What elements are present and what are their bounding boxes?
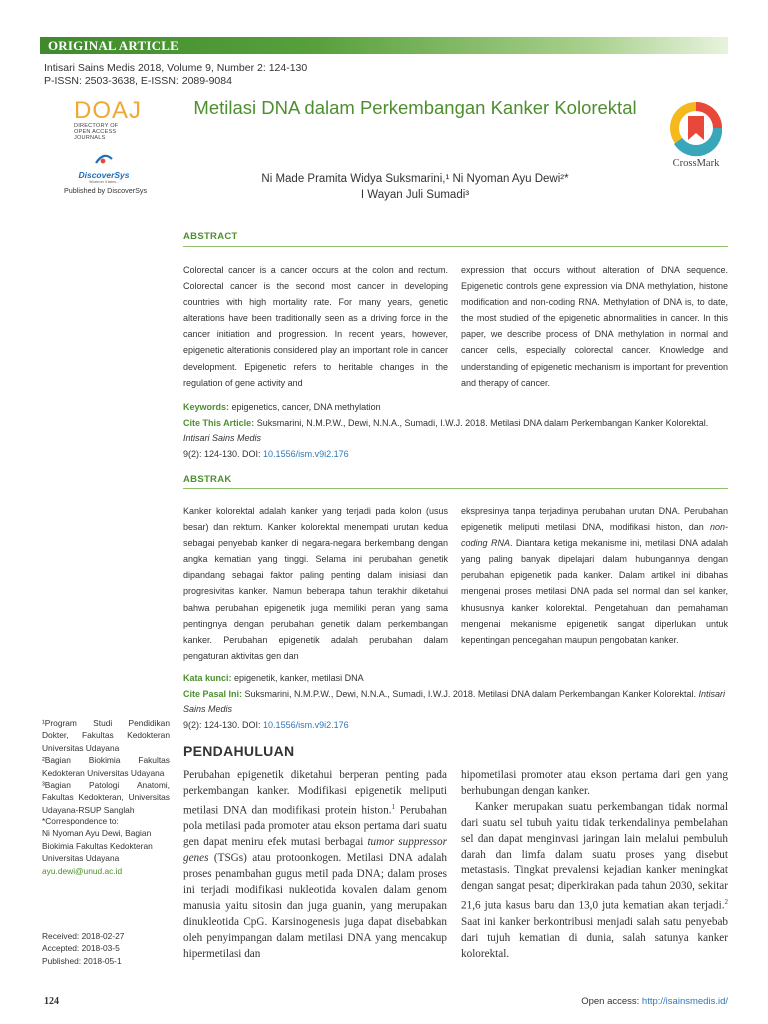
abstract-cite xyxy=(183,416,728,447)
doaj-subtitle-3: JOURNALS xyxy=(74,135,106,142)
journal-info xyxy=(44,62,307,87)
cite-doi-link[interactable]: 10.1556/ism.v9i2.176 xyxy=(263,448,349,459)
cite-label: Cite This Article: xyxy=(183,417,255,428)
abstrak-cite xyxy=(183,687,728,718)
journal-issn-line: P-ISSN: 2503-3638, E-ISSN: 2089-9084 xyxy=(44,74,232,87)
open-access-footer xyxy=(581,996,728,1007)
open-access-link[interactable]: http://isainsmedis.id/ xyxy=(641,996,728,1007)
abstract-column-left: Colorectal cancer is a cancer occurs at the colon and rectum. Colorectal cancer is the second most cancer in developing countries with high mortality rate. For many years, genetic alterations have been traditionally seen as a driving force in the cancer initiation and progression. In recent years, however, epigenetic alterationis considered play an important role in cancer development. Epigenetic refers to heritable changes in the regulation of gene activity and xyxy=(183,265,448,388)
discoversys-wordmark: DiscoverSys xyxy=(78,170,130,180)
abstrak-column-right xyxy=(461,503,728,648)
body-p2-text-a: Kanker merupakan suatu perkembangan tidak normal dari suatu sel tubuh yaitu tidak terkendalinya pembelahan sel dan dapat menginvasi jaringan lain melalui pembuluh darah dan limfa dalam suatu proses yang disebut metastasis. Tingkat prevalensi kejadian kanker meningkat dengan sangat pesat; diperkirakan pada tahun 2030, sekitar 21,6 juta kasus baru dan 13,0 juta kematian akan terjadi. xyxy=(461,800,728,912)
abstrak-rule xyxy=(183,488,728,489)
cite-pasal-text: Suksmarini, N.M.P.W., Dewi, N.N.A., Sumadi, I.W.J. 2018. Metilasi DNA dalam Perkembangan Kanker Kolorektal. xyxy=(242,688,697,699)
discoversys-mark-icon xyxy=(94,153,114,165)
body-column-left xyxy=(183,768,447,963)
cite-pasal-doi-link[interactable]: 10.1556/ism.v9i2.176 xyxy=(263,719,349,730)
abstract-meta xyxy=(183,400,728,462)
citation-ref-2: 2 xyxy=(724,898,728,907)
abstrak-column-left: Kanker kolorektal adalah kanker yang terjadi pada kolon (usus besar) dan rektum. Kanker kolorektal menempati urutan kedua sebagai penyebab kanker di negara-negara berkembang dengan angka kematian yang tinggi. Selama ini perubahan genetik dipandang sebagai faktor paling penting dalam inisiasi dan progresivitas kanker. Namun beberapa tahun terakhir diketahui bahwa perubahan epigenetik juga memiliki peran yang sama pentingnya dengan perubahan genetik dalam perkembangan kanker. Perubahan epigenetik adalah perubahan dalam pengaturan aktivitas gen dan xyxy=(183,506,448,661)
abstrak-right-italic: non-coding RNA xyxy=(461,522,728,549)
page-number: 124 xyxy=(44,996,59,1007)
keywords-label: Keywords: xyxy=(183,402,230,412)
published-date: Published: 2018-05-1 xyxy=(42,955,122,966)
published-by: Published by DiscoverSys xyxy=(64,186,148,195)
body-p2-text-b: Saat ini kanker berkontribusi menjadi salah satu penyebab dari tujuh kematian di dunia, salah satunya kanker kolorektal. xyxy=(461,915,728,960)
abstrak-cite-doi-line xyxy=(183,718,728,734)
affiliation-2: ²Bagian Biokimia Fakultas Kedokteran Universitas Udayana xyxy=(42,755,170,778)
cite-journal: Intisari Sains Medis xyxy=(183,433,262,443)
correspondence-line-2: Biokimia Fakultas Kedokteran xyxy=(42,840,153,851)
affiliations xyxy=(42,717,170,816)
authors-line-2: I Wayan Juli Sumadi³ xyxy=(360,189,470,201)
authors-line-1: Ni Made Pramita Widya Suksmarini,¹ Ni Nyoman Ayu Dewi²* xyxy=(261,173,569,185)
body-paragraph-1-continued: hipometilasi promoter atau ekson pertama dari gen yang berhubungan dengan kanker. xyxy=(461,769,728,797)
correspondence-label: *Correspondence to: xyxy=(42,816,119,826)
abstract-cite-doi-line xyxy=(183,447,728,463)
body-p1-text-c: (TSGs) atau protoonkogen. Metilasi DNA adalah proses penambahan gugus metil pada DNA; dalam proses ini terjadi modifikasi nukleotida kovalen dalam genom manusia yaitu sitosin dan juga guanin, yang merupakan dinukleotida CpG. Karsinogenesis juga dapat disebabkan oleh penyimpangan dalam metilasi DNA yang mencakup hipermetilasi dan xyxy=(183,852,447,960)
received-date: Received: 2018-02-27 xyxy=(42,931,125,941)
body-p1-text-a: Perubahan epigenetik diketahui berperan penting pada perkembangan kanker. Modifikasi epigenetik meliputi metilasi DNA dan modifikasi protein histon. xyxy=(183,769,447,817)
body-p1-text-b: Perubahan pola metilasi pada promoter atau ekson pertama dari suatu gen dapat meniru efek mutasi berbagai xyxy=(183,804,447,849)
abstrak-right-text-b: . Diantara ketiga mekanisme ini, metilasi DNA adalah yang paling banyak dipelajari dalam hubungannya dengan perubahan epigenetik pada kanker. Dalam artikel ini dibahas mengenai proses metilasi DNA pada sel normal dan sel kanker, khususnya kanker kolorektal. Pengetahuan dan pemahaman mengenai mekanisme epigenetik sangat diperlukan untuk kepentingan pencegahan maupun pengobatan kanker. xyxy=(461,538,728,645)
abstrak-heading: ABSTRAK xyxy=(183,474,232,485)
correspondence-email[interactable]: ayu.dewi@unud.ac.id xyxy=(42,865,123,876)
abstrak-meta xyxy=(183,671,728,733)
article-type-label: ORIGINAL ARTICLE xyxy=(48,38,179,53)
correspondence xyxy=(42,815,170,877)
body-column-right xyxy=(461,768,728,963)
citation-ref-1: 1 xyxy=(391,802,396,811)
article-title: Metilasi DNA dalam Perkembangan Kanker Kolorektal xyxy=(193,97,637,118)
body-p1-italic: tumor suppressor genes xyxy=(183,836,447,865)
keywords-text: epigenetics, cancer, DNA methylation xyxy=(229,402,381,412)
kata-kunci-text: epigenetik, kanker, metilasi DNA xyxy=(231,673,364,683)
affiliation-3: ³Bagian Patologi Anatomi, Fakultas Kedokteran, Universitas Udayana-RSUP Sanglah xyxy=(42,780,170,815)
correspondence-line-1: Ni Nyoman Ayu Dewi, Bagian xyxy=(42,828,152,839)
abstract-column-right: expression that occurs without alteration of DNA sequence. Epigenetic controls gene expression via DNA methylation, histone modification and non-coding RNA. Methylation of DNA is, to date, the most studied of the epigenetic abnormalities in cancer. In this paper, we describe process of DNA methylation in normal and cancer cells, especially colorectal cancer. Knowledge and understanding of epigenetic mechanism is important for prevention and therapy of cancer. xyxy=(461,265,728,388)
cite-pasal-label: Cite Pasal Ini: xyxy=(183,688,243,699)
cite-text: Suksmarini, N.M.P.W., Dewi, N.N.A., Sumadi, I.W.J. 2018. Metilasi DNA dalam Perkembangan Kanker Kolorektal. xyxy=(254,417,709,428)
doaj-subtitle-2: OPEN ACCESS xyxy=(74,129,117,136)
article-authors xyxy=(185,171,645,203)
crossmark-label: CrossMark xyxy=(672,158,720,169)
abstract-keywords xyxy=(183,400,728,416)
abstrak-right-text-a: ekspresinya tanpa terjadinya perubahan urutan DNA. Perubahan epigenetik meliputi metilasi DNA, modifikasi histon, dan xyxy=(461,506,728,533)
discoversys-logo xyxy=(72,152,136,184)
section-heading-pendahuluan: PENDAHULUAN xyxy=(183,743,295,759)
kata-kunci-label: Kata kunci: xyxy=(183,673,232,683)
article-dates xyxy=(42,930,170,967)
affiliation-1: ¹Program Studi Pendidikan Dokter, Fakultas Kedokteran Universitas Udayana xyxy=(42,718,170,753)
body-paragraph-2 xyxy=(461,800,728,963)
open-access-label: Open access: xyxy=(581,996,642,1007)
discoversys-tagline: Whatever it takes... xyxy=(89,180,119,184)
body-paragraph-1 xyxy=(183,768,447,963)
doaj-wordmark: DOAJ xyxy=(74,97,143,124)
accepted-date: Accepted: 2018-03-5 xyxy=(42,943,120,954)
abstrak-keywords xyxy=(183,671,728,687)
abstract-rule xyxy=(183,246,728,247)
correspondence-line-3: Universitas Udayana xyxy=(42,853,120,864)
journal-citation-line: Intisari Sains Medis 2018, Volume 9, Number 2: 124-130 xyxy=(44,62,308,74)
abstract-heading: ABSTRACT xyxy=(183,231,238,242)
doaj-subtitle-1: DIRECTORY OF xyxy=(74,123,119,129)
doaj-logo xyxy=(74,97,143,142)
cite-volume: 9(2): 124-130. DOI: xyxy=(183,448,264,459)
cite-pasal-journal: Intisari Sains Medis xyxy=(183,688,726,714)
article-type-banner xyxy=(40,37,728,54)
cite-pasal-volume: 9(2): 124-130. DOI: xyxy=(183,719,264,730)
